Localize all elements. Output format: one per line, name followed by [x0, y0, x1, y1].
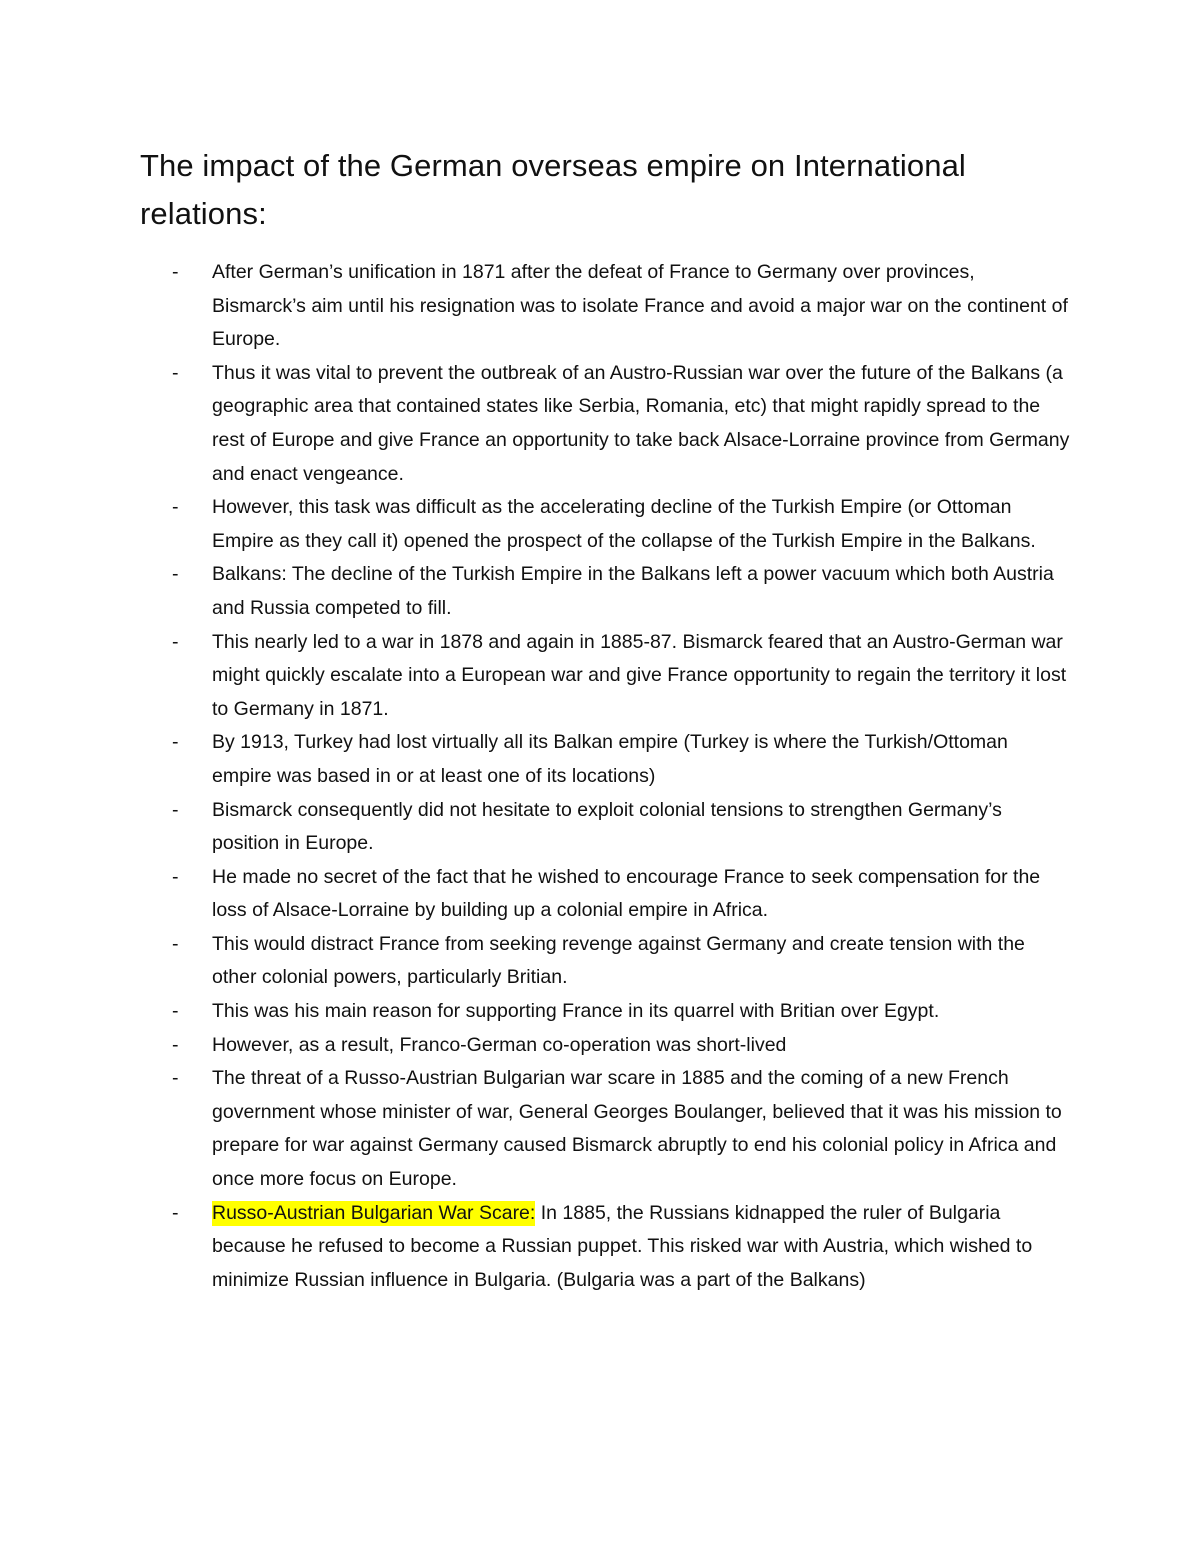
bullet-dash: -	[172, 496, 179, 519]
bullet-text: Balkans: The decline of the Turkish Empire in the Balkans left a power vacuum which both Austria and Russia competed to fill.	[212, 563, 1054, 619]
bullet-text: This nearly led to a war in 1878 and again in 1885-87. Bismarck feared that an Austro-German war might quickly escalate into a European war and give France opportunity to regain the territory it lost to Germany in 1871.	[212, 630, 1067, 720]
list-item	[172, 491, 1072, 558]
bullet-text-highlighted	[212, 1197, 1072, 1298]
highlighted-term: Russo-Austrian Bulgarian War Scare:	[212, 1201, 536, 1224]
bullet-text: This was his main reason for supporting France in its quarrel with Britian over Egypt.	[212, 1000, 940, 1023]
list-item	[172, 626, 1072, 727]
bullet-text: However, as a result, Franco-German co-operation was short-lived	[212, 1033, 787, 1056]
highlighted-bullet-rest: In 1885, the Russians kidnapped the ruler of Bulgaria because he refused to become a Russian puppet. This risked war with Austria, which wished to minimize Russian influence in Bulgaria. (Bulgaria was a part of the Balkans)	[212, 1201, 1033, 1291]
bullet-dash: -	[172, 361, 179, 384]
bullet-dash: -	[172, 1201, 179, 1224]
bullet-dash: -	[172, 261, 179, 283]
list-item	[172, 794, 1072, 861]
list-item	[172, 995, 1072, 1029]
bullet-dash: -	[172, 563, 179, 586]
list-item	[172, 1029, 1072, 1063]
bullet-dash: -	[172, 630, 179, 653]
list-item	[172, 726, 1072, 793]
bullet-dash: -	[172, 1067, 179, 1090]
list-item	[172, 928, 1072, 995]
bullet-text: After German’s unification in 1871 after the defeat of France to Germany over provinces, Bismarck’s aim until his resignation was to isolate France and avoid a major war on the continent of Europe.	[212, 261, 1068, 351]
list-item	[172, 256, 1072, 357]
bullet-dash: -	[172, 798, 179, 821]
list-item	[172, 558, 1072, 625]
list-item	[172, 861, 1072, 928]
bullet-text: He made no secret of the fact that he wished to encourage France to seek compensation for the loss of Alsace-Lorraine by building up a colonial empire in Africa.	[212, 865, 1041, 922]
bullet-dash: -	[172, 731, 179, 754]
document-title: The impact of the German overseas empire on International relations:	[140, 148, 966, 231]
bullet-text: This would distract France from seeking revenge against Germany and create tension with the other colonial powers, particularly Britian.	[212, 932, 1025, 989]
bullet-text: By 1913, Turkey had lost virtually all its Balkan empire (Turkey is where the Turkish/Ottoman empire was based in or at least one of its locations)	[212, 731, 1008, 787]
list-item	[172, 1197, 1072, 1298]
bullet-text: Thus it was vital to prevent the outbreak of an Austro-Russian war over the future of the Balkans (a geographic area that contained states like Serbia, Romania, etc) that might rapidly spread to the rest of Europe and give France an opportunity to take back Alsace-Lorraine province from Germany and enact vengeance.	[212, 361, 1070, 485]
bullet-dash: -	[172, 932, 179, 955]
bullet-text: The threat of a Russo-Austrian Bulgarian war scare in 1885 and the coming of a new French government whose minister of war, General Georges Boulanger, believed that it was his mission to prepare for war against Germany caused Bismarck abruptly to end his colonial policy in Africa and once more focus on Europe.	[212, 1067, 1062, 1191]
list-item	[172, 357, 1072, 491]
bullet-text: However, this task was difficult as the accelerating decline of the Turkish Empire (or Ottoman Empire as they call it) opened the prospect of the collapse of the Turkish Empire in the Balkans.	[212, 496, 1036, 552]
bullet-list	[172, 256, 1072, 1297]
list-item	[172, 1062, 1072, 1196]
bullet-text: Bismarck consequently did not hesitate to exploit colonial tensions to strengthen Germany’s position in Europe.	[212, 798, 1002, 855]
bullet-dash: -	[172, 1033, 179, 1056]
bullet-dash: -	[172, 1000, 179, 1023]
bullet-dash: -	[172, 865, 179, 888]
